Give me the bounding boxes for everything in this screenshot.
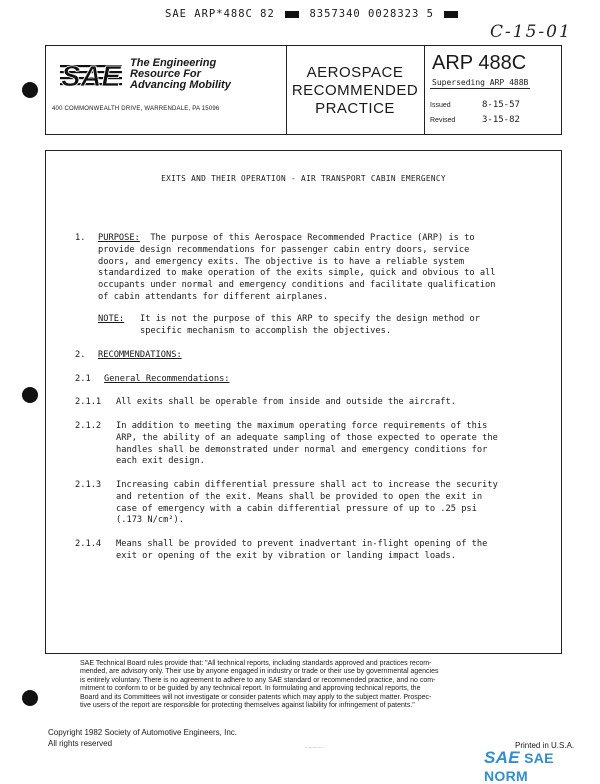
paragraph-line: The purpose of this Aerospace Recommended Practice (ARP) is to: [150, 233, 475, 243]
paragraph-line: each exit design.: [116, 456, 205, 467]
punch-hole: [22, 82, 38, 98]
rights-text: All rights reserved: [48, 739, 113, 748]
issued-date: 8-15-57: [482, 100, 520, 110]
paragraph-line: standardized to make operation of the exits simple, quick and obvious to all: [98, 268, 496, 279]
title-line: RECOMMENDED: [291, 82, 419, 99]
printed-in-text: Printed in U.S.A.: [515, 741, 575, 750]
technical-board-notice: [80, 660, 560, 710]
document-code-right: 8357340 0028323 5: [309, 8, 434, 20]
paragraph-line: of cabin attendants for different airplanes.: [98, 291, 329, 302]
notice-line: is entirely voluntary. There is no agreement to adhere to any SAE standard or recommended practice, and no com-: [80, 676, 436, 684]
barcode-mark: [285, 11, 299, 18]
tagline-line: The Engineering: [130, 57, 217, 69]
section-number: 2.1.1: [75, 397, 102, 407]
sae-address: 400 COMMONWEALTH DRIVE, WARRENDALE, PA 15096: [52, 106, 220, 112]
section-heading: General Recommendations:: [104, 374, 230, 384]
arp-number: ARP 488C: [432, 52, 527, 74]
paragraph-line: Increasing cabin differential pressure shall act to increase the security: [116, 480, 498, 490]
paragraph: [116, 480, 498, 527]
section-heading: PURPOSE:: [98, 233, 140, 243]
section-number: 2.: [75, 350, 86, 360]
paragraph-line: exit or opening of the exit by vibration or landing impact loads.: [116, 550, 456, 561]
issued-label: Issued: [430, 102, 451, 109]
paragraph-line: case of emergency with a cabin differential pressure of up to .25 psi: [116, 503, 477, 514]
watermark-text: SAE NORM: [484, 750, 554, 784]
section-number: 2.1.4: [75, 539, 102, 549]
notice-line: mitment to conform to or be guided by any technical report. In formulating and approving technical reports, the: [80, 685, 421, 693]
notice-line: SAE Technical Board rules provide that: "All technical reports, including standards approved and practices recom-: [80, 660, 432, 667]
sae-logo-icon: [60, 60, 122, 90]
document-title: EXITS AND THEIR OPERATION - AIR TRANSPORT CABIN EMERGENCY: [161, 174, 446, 183]
section-number: 2.1.2: [75, 421, 102, 431]
superseding-note: Superseding ARP 488B: [432, 78, 529, 87]
sae-tagline: [130, 58, 231, 91]
copyright-block: [48, 727, 237, 749]
paragraph-line: handles shall be demonstrated under normal and emergency conditions for: [116, 444, 488, 455]
handwritten-note: C-15-01: [490, 22, 572, 42]
purpose-paragraph: [98, 233, 496, 304]
paragraph-line: provide design recommendations for passenger cabin entry doors, service: [98, 244, 470, 255]
paragraph-line: specific mechanism to accomplish the objectives.: [140, 325, 392, 336]
tagline-line: Resource For: [130, 68, 201, 80]
document-header: [45, 45, 562, 135]
barcode-mark: [444, 11, 458, 18]
paragraph-line: It is not the purpose of this ARP to specify the design method or: [140, 314, 480, 324]
punch-hole: [22, 387, 38, 403]
sae-logo-block: [46, 46, 287, 134]
document-code-left: SAE ARP*488C 82: [165, 8, 275, 20]
paragraph-line: Means shall be provided to prevent inadvertant in-flight opening of the: [116, 539, 488, 549]
title-line: PRACTICE: [315, 100, 395, 117]
sae-norm-watermark: [484, 748, 600, 784]
faint-mark: ...............: [305, 744, 324, 749]
sae-logo-text: SAE: [61, 61, 121, 90]
paragraph-line: (.173 N/cm²).: [116, 515, 184, 526]
notice-line: mended, are advisory only. Their use by anyone engaged in industry or trade or their use by governmental agencies: [80, 668, 439, 676]
paragraph-line: and retention of the exit. Means shall be provided to open the exit in: [116, 491, 483, 502]
notice-line: Board and its Committees will not investigate or consider patents which may apply to the subject matter. Prospec-: [80, 693, 432, 701]
section-number: 1.: [75, 233, 86, 243]
paragraph: [116, 421, 498, 468]
revised-date: 3-15-82: [482, 115, 520, 125]
document-body: [45, 150, 562, 654]
watermark-logo: SAE: [484, 748, 520, 767]
revised-label: Revised: [430, 117, 456, 124]
tagline-line: Advancing Mobility: [130, 79, 231, 91]
paragraph-line: ARP, the ability of an adequate sampling of those expected to operate the: [116, 432, 498, 443]
note-label: NOTE:: [98, 314, 125, 324]
paragraph-line: All exits shall be operable from inside and outside the aircraft.: [116, 397, 456, 407]
section-number: 2.1: [75, 374, 91, 384]
note-paragraph: [140, 314, 480, 338]
paragraph-line: In addition to meeting the maximum operating force requirements of this: [116, 421, 488, 431]
punch-hole: [22, 690, 38, 706]
date-block: [430, 98, 520, 128]
paragraph: [116, 539, 487, 563]
title-line: AEROSPACE: [306, 64, 404, 81]
document-code-line: [165, 8, 461, 20]
section-number: 2.1.3: [75, 480, 102, 490]
copyright-text: Copyright 1982 Society of Automotive Engineers, Inc.: [48, 728, 237, 737]
notice-line: tive users of the report are responsible for protecting themselves against liability for infringement of patents.": [80, 702, 415, 710]
section-heading: RECOMMENDATIONS:: [98, 350, 182, 360]
document-type-title: [286, 46, 425, 134]
paragraph: [116, 397, 456, 409]
document-id-block: [426, 46, 561, 134]
paragraph-line: occupants under normal and emergency conditions and facilitate qualification: [98, 280, 496, 291]
paragraph-line: doors, and emergency exits. The objective is to have a reliable system: [98, 256, 465, 267]
